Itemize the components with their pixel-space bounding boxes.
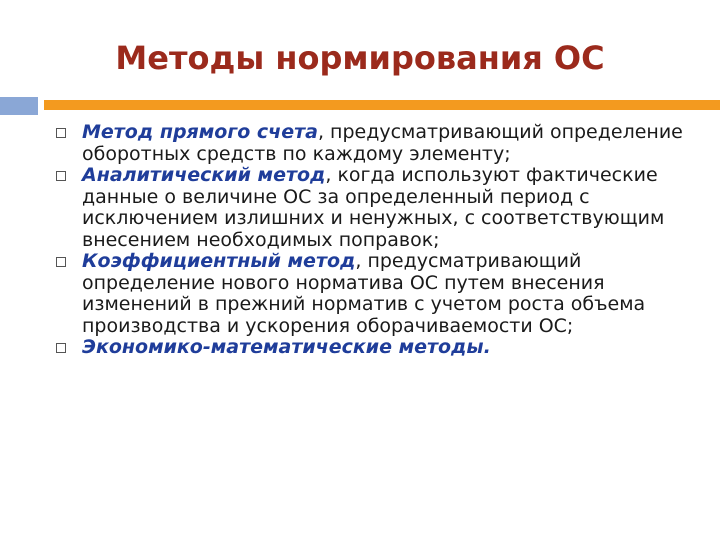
method-term: Коэффициентный метод <box>82 250 356 272</box>
method-description: , когда используют фактические данные о величине ОС за определенный период с исключением излишних и ненужных, с соответствующим внесением необходимых поправок; <box>82 164 665 251</box>
bullet-list <box>50 122 700 359</box>
method-term: Экономико-математические методы. <box>82 336 491 358</box>
method-term: Метод прямого счета <box>82 121 318 143</box>
accent-bar-orange <box>44 100 720 110</box>
square-bullet-icon <box>56 343 66 353</box>
bullet-item <box>50 337 700 359</box>
square-bullet-icon <box>56 257 66 267</box>
square-bullet-icon <box>56 128 66 138</box>
bullet-item <box>50 122 700 165</box>
bullet-item <box>50 251 700 337</box>
bullet-item <box>50 165 700 251</box>
accent-bar-blue <box>0 97 38 115</box>
method-description: , предусматривающий определение оборотных средств по каждому элементу; <box>82 121 683 165</box>
method-description: , предусматривающий определение нового норматива ОС путем внесения изменений в прежний норматив с учетом роста объема производства и ускорения оборачиваемости ОС; <box>82 250 646 337</box>
square-bullet-icon <box>56 171 66 181</box>
slide-title: Методы нормирования ОС <box>115 39 605 77</box>
method-term: Аналитический метод <box>82 164 326 186</box>
